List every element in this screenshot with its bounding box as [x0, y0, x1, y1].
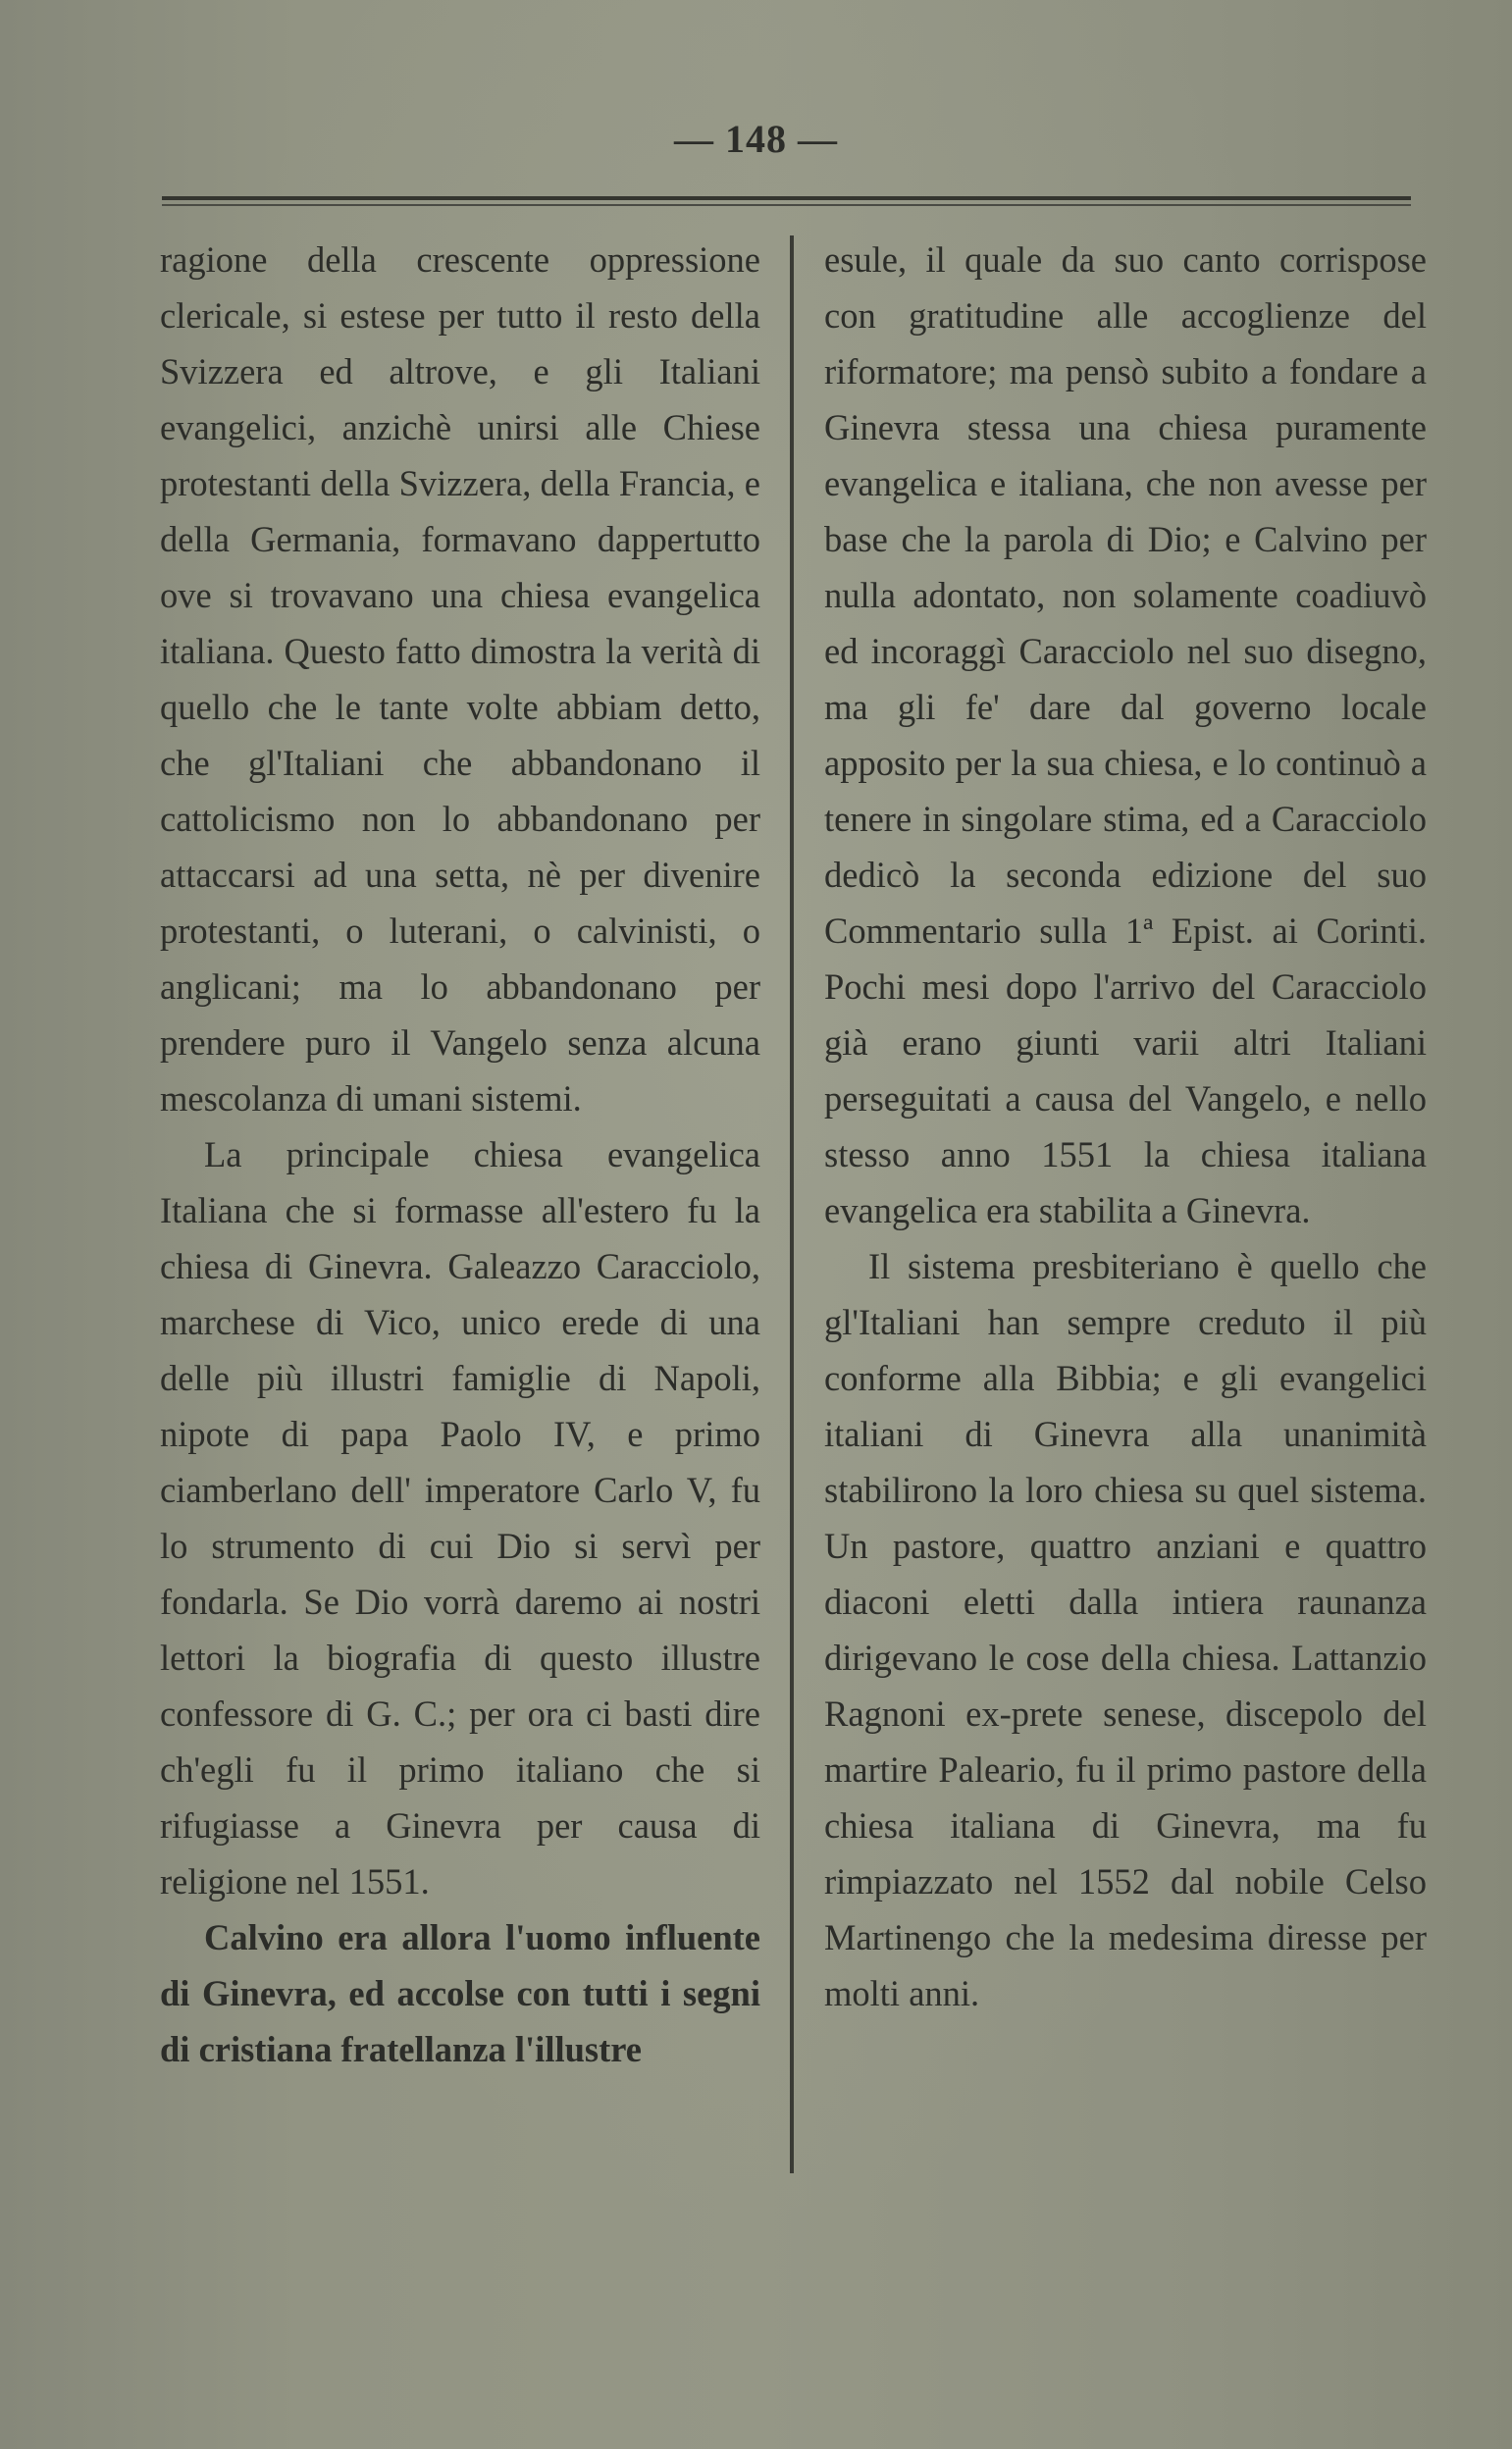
left-paragraph-2: La principale chiesa evangelica Italiana che si formasse all'estero fu la chiesa di Ginevra. Galeazzo Caracciolo, marchese di Vico, unico erede di una delle più illustri famiglie di Napoli, nipote di papa Paolo IV, e primo ciamberlano dell' imperatore Carlo V, fu lo strumento di cui Dio si servì per fondarla. Se Dio vorrà daremo ai nostri lettori la biografia di questo illustre confessore di G. C.; per ora ci basti dire ch'egli fu il primo italiano che si rifugiasse a Ginevra per causa di religione nel 1551. [160, 1134, 760, 1902]
header-rule-thin [162, 204, 1411, 206]
left-paragraph-3: Calvino era allora l'uomo influente di Ginevra, ed accolse con tutti i segni di cristiana fratellanza l'illustre [160, 1917, 760, 2069]
right-column [824, 232, 1427, 2021]
left-column [160, 232, 760, 2077]
right-paragraph-2: Il sistema presbiteriano è quello che gl'Italiani han sempre creduto il più conforme alla Bibbia; e gli evangelici italiani di Ginevra alla unanimità stabilirono la loro chiesa su quel sistema. Un pastore, quattro anziani e quattro diaconi eletti dalla intiera raunanza dirigevano le cose della chiesa. Lattanzio Ragnoni ex-prete senese, discepolo del martire Paleario, fu il primo pastore della chiesa italiana di Ginevra, ma fu rimpiazzato nel 1552 dal nobile Celso Martinengo che la medesima diresse per molti anni. [824, 1246, 1427, 2013]
left-paragraph-1: ragione della crescente oppressione clericale, si estese per tutto il resto della Svizzera ed altrove, e gli Italiani evangelici, anzichè unirsi alle Chiese protestanti della Svizzera, della Francia, e della Germania, formavano dappertutto ove si trovavano una chiesa evangelica italiana. Questo fatto dimostra la verità di quello che le tante volte abbiam detto, che gl'Italiani che abbandonano il cattolicismo non lo abbandonano per attaccarsi ad una setta, nè per divenire protestanti, o luterani, o calvinisti, o anglicani; ma lo abbandonano per prendere puro il Vangelo senza alcuna mescolanza di umani sistemi. [160, 239, 760, 1119]
header-rule [162, 196, 1411, 200]
right-paragraph-1: esule, il quale da suo canto corrispose con gratitudine alle accoglienze del riformatore; ma pensò subito a fondare a Ginevra stessa una chiesa puramente evangelica e italiana, che non avesse per base che la parola di Dio; e Calvino per nulla adontato, non solamente coadiuvò ed incoraggì Caracciolo nel suo disegno, ma gli fe' dare dal governo locale apposito per la sua chiesa, e lo continuò a tenere in singolare stima, ed a Caracciolo dedicò la seconda edizione del suo Commentario sulla 1ª Epist. ai Corinti. Pochi mesi dopo l'arrivo del Caracciolo già erano giunti varii altri Italiani perseguitati a causa del Vangelo, e nello stesso anno 1551 la chiesa italiana evangelica era stabilita a Ginevra. [824, 239, 1427, 1230]
column-divider [790, 235, 794, 2173]
page-number: — 148 — [674, 117, 838, 161]
